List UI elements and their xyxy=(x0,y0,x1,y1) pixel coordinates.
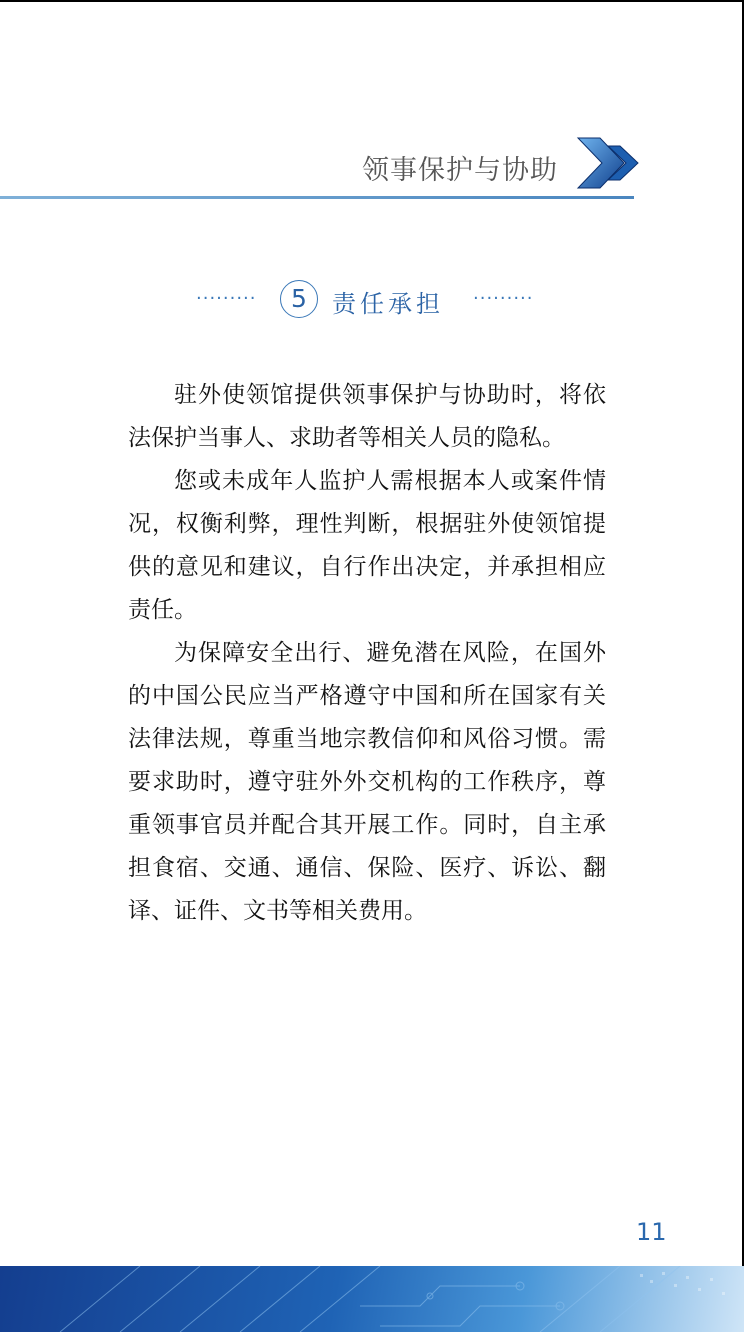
page-number: 11 xyxy=(636,1218,667,1246)
header-divider xyxy=(0,196,634,199)
footer-decorative-band xyxy=(0,1266,744,1332)
section-title: 责任承担 xyxy=(332,290,444,318)
dotted-leader-left: ········· xyxy=(196,288,257,309)
paragraph: 您或未成年人监护人需根据本人或案件情况，权衡利弊，理性判断，根据驻外使领馆提供的意见和建议，自行作出决定，并承担相应责任。 xyxy=(128,468,606,623)
circuit-pattern xyxy=(0,1266,744,1332)
body-text xyxy=(128,374,606,933)
dotted-leader-right: ········· xyxy=(473,288,534,309)
paragraph: 为保障安全出行、避免潜在风险，在国外的中国公民应当严格遵守中国和所在国家有关法律法规，尊重当地宗教信仰和风俗习惯。需要求助时，遵守驻外外交机构的工作秩序，尊重领事官员并配合其开展工作。同时，自主承担食宿、交通、通信、保险、医疗、诉讼、翻译、证件、文书等相关费用。 xyxy=(128,640,606,924)
header-title: 领事保护与协助 xyxy=(362,155,558,186)
section-number-badge: 5 xyxy=(280,280,318,318)
paragraph: 驻外使领馆提供领事保护与协助时，将依法保护当事人、求助者等相关人员的隐私。 xyxy=(128,382,606,451)
section-heading xyxy=(196,280,546,324)
double-chevron-icon xyxy=(574,132,646,194)
